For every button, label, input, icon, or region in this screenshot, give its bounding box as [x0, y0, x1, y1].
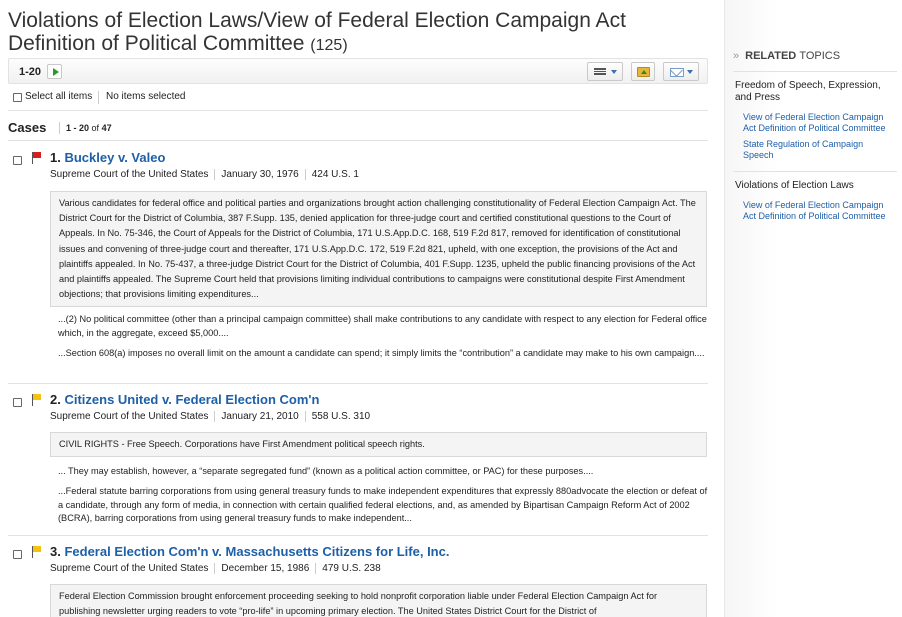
- citation: 479 U.S. 238: [322, 563, 381, 575]
- chevron-right-icon: »: [733, 50, 740, 62]
- case-link[interactable]: Federal Election Com'n v. Massachusetts Citizens for Life, Inc.: [64, 544, 450, 559]
- divider: [8, 383, 708, 384]
- result-count: (125): [310, 37, 348, 54]
- related-topic: Freedom of Speech, Expression, and Press: [735, 80, 881, 103]
- cases-total: 47: [101, 123, 112, 133]
- decision-date: December 15, 1986: [221, 563, 310, 575]
- related-topic-link[interactable]: State Regulation of Campaign Speech: [743, 139, 864, 160]
- page-range: 1-20: [19, 66, 42, 78]
- mail-icon: [670, 68, 684, 77]
- result-title: [50, 392, 319, 407]
- folder-add-icon: [637, 67, 650, 77]
- result-checkbox[interactable]: [13, 550, 22, 559]
- citation: 558 U.S. 310: [311, 411, 371, 423]
- related-topics-heading: [733, 50, 840, 62]
- divider: [315, 563, 316, 574]
- decision-date: January 30, 1976: [221, 169, 299, 181]
- case-link[interactable]: Citizens United v. Federal Election Com'n: [64, 392, 320, 407]
- result-meta: [50, 411, 370, 422]
- citation: 424 U.S. 1: [311, 169, 359, 181]
- divider: [733, 71, 897, 72]
- related-topic: Violations of Election Laws: [735, 180, 854, 191]
- result-number: 2.: [50, 392, 61, 407]
- flag-icon[interactable]: [31, 394, 43, 406]
- divider: [59, 122, 60, 134]
- divider: [8, 535, 708, 536]
- cases-label: Cases: [8, 120, 47, 135]
- divider: [8, 140, 708, 141]
- court-name: Supreme Court of the United States: [50, 169, 209, 181]
- select-all-checkbox[interactable]: [13, 93, 22, 102]
- divider: [98, 91, 99, 104]
- related-topics-sidebar: [724, 0, 902, 617]
- selection-bar: [8, 88, 708, 108]
- divider: [305, 169, 306, 180]
- select-all-label[interactable]: Select all items: [25, 91, 93, 102]
- related-topic-link[interactable]: View of Federal Election Campaign Act Definition of Political Committee: [743, 200, 886, 221]
- search-snippet: ...Federal statute barring corporations from using general treasury funds to make independent expenditures that expressly 880advocate the election or defeat of a candidate, through any form of media, in connection with certain qualified federal elections, and, as amended by Bipartisan Campaign Reform Act of 2002 (BCRA), barring corporations from using general treasury funds to make independent...: [58, 486, 708, 523]
- chevron-down-icon: [611, 70, 617, 74]
- email-button[interactable]: [663, 62, 699, 81]
- next-page-button[interactable]: [47, 64, 62, 79]
- selection-status: No items selected: [106, 91, 186, 102]
- cases-range-value: 1 - 20: [66, 123, 90, 133]
- divider: [733, 171, 897, 172]
- divider: [8, 110, 708, 111]
- divider: [305, 411, 306, 422]
- related-topic-link[interactable]: View of Federal Election Campaign Act Definition of Political Committee: [743, 112, 886, 133]
- result-title: [50, 150, 165, 165]
- result-number: 3.: [50, 544, 61, 559]
- court-name: Supreme Court of the United States: [50, 563, 209, 575]
- result-number: 1.: [50, 150, 61, 165]
- list-view-icon: [594, 68, 606, 75]
- result-meta: [50, 563, 381, 574]
- result-checkbox[interactable]: [13, 398, 22, 407]
- save-to-folder-button[interactable]: [631, 62, 655, 81]
- cases-range: [66, 123, 112, 133]
- case-summary: Various candidates for federal office and political parties and organizations brought action challenging constitutionality of Federal Election Campaign Act. The District Court for the District of Columbia, 387 F.Supp. 135, denied application for three-judge court and certified constitutional questions to the Court of Appeals. In No. 75-346, the Court of Appeals for the District of Columbia, 171 U.S.App.D.C. 168, 519 F.2d 817, removed for identification of constitutional issues and convening of three-judge court and thereafter, 171 U.S.App.D.C. 172, 519 F.2d 821, upheld, with one exception, the provisions of the Act and plaintiffs appealed. In No. 75-437, a three-judge District Court for the District of Columbia, 401 F.Supp. 1235, upheld the public financing provisions of the Act and plaintiffs appealed. The Supreme Court held that provisions limiting individual contributions to campaigns were constitutional despite First Amendment objections; that provisions limiting expenditures...: [50, 191, 707, 307]
- cases-range-of: of: [91, 123, 100, 133]
- flag-icon[interactable]: [31, 152, 43, 164]
- divider: [214, 411, 215, 422]
- case-summary: CIVIL RIGHTS - Free Speech. Corporations have First Amendment political speech rights.: [50, 432, 707, 457]
- result-checkbox[interactable]: [13, 156, 22, 165]
- page-title-text: Violations of Election Laws/View of Federal Election Campaign Act Definition of Political Committee: [8, 9, 626, 55]
- search-snippet: ... They may establish, however, a “separate segregated fund” (known as a political action committee, or PAC) for these purposes....: [58, 466, 594, 476]
- divider: [214, 169, 215, 180]
- result-title: [50, 544, 449, 559]
- search-snippet: ...Section 608(a) imposes no overall limit on the amount a candidate can spend; it simply limits the “contribution” a candidate may make to his own campaign....: [58, 348, 705, 358]
- result-meta: [50, 169, 359, 180]
- related-heading-bold: RELATED: [745, 50, 797, 62]
- case-link[interactable]: Buckley v. Valeo: [64, 150, 166, 165]
- search-snippet: ...(2) No political committee (other than a principal campaign committee) shall make contributions to any candidate with respect to any election for Federal office which, in the aggregate, exceed $5,000....: [58, 314, 707, 338]
- page-title: [8, 9, 708, 57]
- chevron-down-icon: [687, 70, 693, 74]
- results-toolbar: [8, 58, 708, 84]
- court-name: Supreme Court of the United States: [50, 411, 209, 423]
- flag-icon[interactable]: [31, 546, 43, 558]
- related-heading-rest: TOPICS: [799, 50, 841, 62]
- decision-date: January 21, 2010: [221, 411, 299, 423]
- divider: [214, 563, 215, 574]
- view-options-button[interactable]: [587, 62, 623, 81]
- case-summary: Federal Election Commission brought enforcement proceeding seeking to hold nonprofit corporation liable under Federal Election Campaign Act for publishing newsletter urging readers to vote “pro-life” in upcoming primary election. The United States District Court for the District of: [50, 584, 707, 617]
